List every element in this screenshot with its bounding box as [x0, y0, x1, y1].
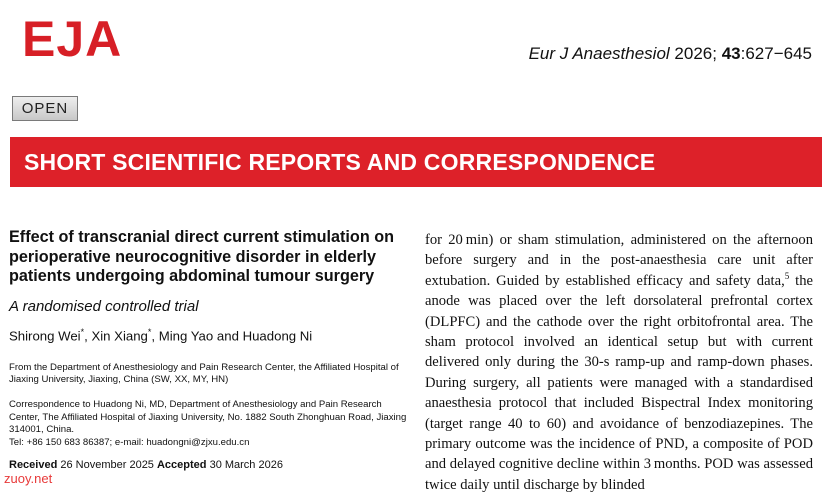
accepted-label: Accepted — [156, 459, 207, 472]
author-separator: and — [213, 327, 243, 343]
journal-logo: EJA — [22, 11, 123, 67]
accepted-date: 30 March 2026 — [206, 459, 283, 472]
author-separator: , — [84, 327, 92, 343]
author-separator: , — [151, 327, 159, 343]
site-watermark: zuoy.net — [4, 471, 53, 486]
body-text-column — [425, 230, 813, 495]
article-title: Effect of transcranial direct current stimulation on perioperative neurocognitive disorder in elderly patients undergoing abdominal tumour surgery — [9, 228, 394, 285]
body-paragraph-part2: the anode was placed over the left dorsolateral prefrontal cortex (DLPFC) and the cathode over the right orbitofrontal area. The sham protocol involved an identical setup but with current delivered only during the 30-s ramp-up and ramp-down phases. During surgery, all patients were managed with a standardised anaesthesia protocol that included Bispectral Index monitoring (target range 40 to 60) and avoidance of benzodiazepines. The primary outcome was the incidence of PND, a composite of POD and delayed cognitive decline within 3 months. POD was assessed twice daily until discharge by blinded — [425, 272, 814, 493]
received-label: Received — [9, 459, 58, 472]
journal-citation — [529, 44, 812, 64]
article-subtitle: A randomised controlled trial — [9, 297, 199, 315]
correspondence — [9, 399, 407, 449]
author-name: Huadong Ni — [242, 327, 313, 343]
correspondence-contact: Tel: +86 150 683 86387; e-mail: huadongni@zjxu.edu.cn — [9, 436, 250, 448]
received-date: 26 November 2025 — [57, 459, 157, 472]
author-name: Ming Yao — [158, 327, 214, 343]
author-list — [9, 324, 407, 344]
section-banner: SHORT SCIENTIFIC REPORTS AND CORRESPONDENCE — [10, 137, 822, 187]
author-mark: * — [80, 326, 85, 337]
citation-journal: Eur J Anaesthesiol — [528, 44, 670, 63]
correspondence-address: Correspondence to Huadong Ni, MD, Department of Anesthesiology and Pain Research Center, The Affiliated Hospital of Jiaxing University, No. 1882 South Zhonghuan Road, Jiaxing 314001, China. — [9, 399, 407, 436]
citation-pages: :627−645 — [740, 44, 812, 63]
reference-superscript: 5 — [784, 270, 790, 281]
author-name: Shirong Wei — [9, 327, 81, 343]
article-front-matter — [9, 228, 407, 472]
citation-volume: 43 — [721, 44, 741, 63]
article-dates — [9, 459, 407, 472]
author-name: Xin Xiang — [91, 327, 148, 343]
body-paragraph-part1: for 20 min) or sham stimulation, administered on the afternoon before surgery and in the post-anaesthesia care unit after extubation. Guided by established efficacy and safety data, — [425, 232, 813, 289]
citation-year: 2026; — [669, 44, 722, 63]
author-mark: * — [147, 326, 152, 337]
affiliation: From the Department of Anesthesiology and Pain Research Center, the Affiliated Hospital of Jiaxing University, Jiaxing, China (SW, XX, MY, HN) — [9, 361, 399, 386]
open-access-badge: OPEN — [12, 96, 78, 121]
